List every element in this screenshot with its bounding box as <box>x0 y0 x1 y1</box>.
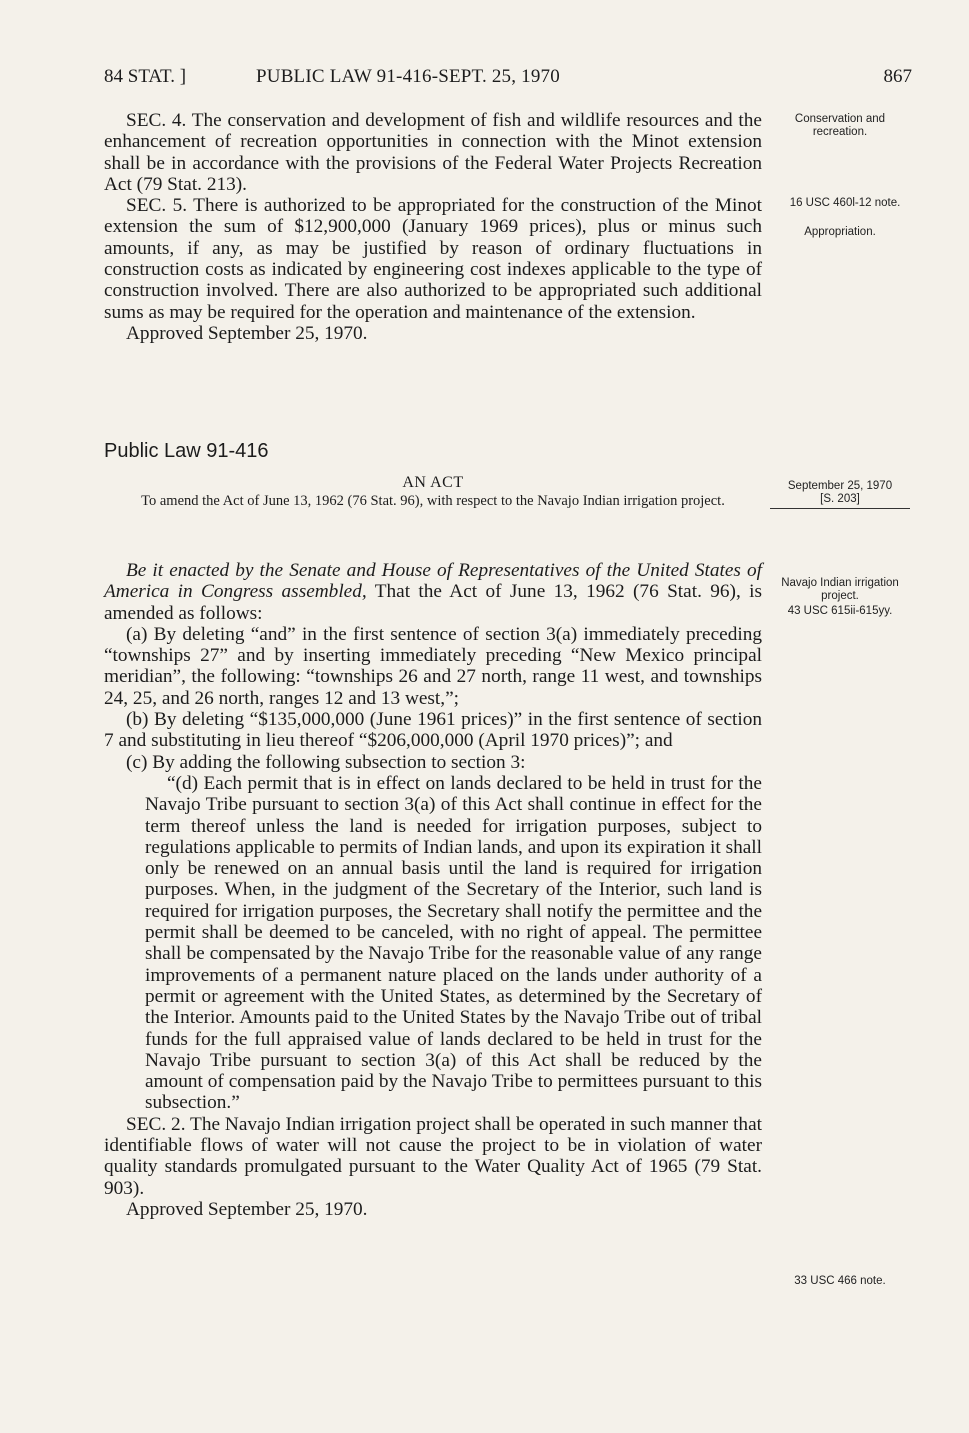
bill-number: [S. 203] <box>770 493 910 509</box>
section-5: SEC. 5. There is authorized to be appropriated for the construction of the Minot extension the sum of $12,900,000 (January 1969 prices), plus or minus such amounts, if any, as may be justified by reason of ordinary fluctuations in construction costs as indicated by engineering cost indexes applicable to the type of construction involved. There are also authorized to be appropriated such additional sums as may be required for the operation and maintenance of the extension. <box>104 195 762 323</box>
margin-note-navajo: Navajo Indian irrigation project. <box>781 577 899 602</box>
section-2: SEC. 2. The Navajo Indian irrigation project shall be operated in such manner that identifiable flows of water will not cause the project to be in violation of water quality standards promulgated pursuant to the Water Quality Act of 1965 (79 Stat. 903). <box>104 1113 762 1199</box>
paragraph-b: (b) By deleting “$135,000,000 (June 1961 prices)” in the first sentence of section 7 and substituting in lieu thereof “$206,000,000 (April 1970 prices)”; and <box>104 709 762 752</box>
act-text <box>104 560 762 1220</box>
margin-note-conservation: Conservation and recreation. <box>794 113 886 138</box>
margin-note-appropriation: Appropriation. <box>804 226 876 238</box>
law-title: Public Law 91-416 <box>104 440 269 462</box>
subsection-d: “(d) Each permit that is in effect on lands declared to be held in trust for the Navajo Tribe pursuant to section 3(a) of this Act shall continue in effect for the term thereof unless the land is needed for irrigation purposes, subject to regulations applicable to permits of Indian lands, and upon its expiration it shall only be renewed on an annual basis until the land is required for irrigation purposes. When, in the judgment of the Secretary of the Interior, such land is required for irrigation purposes, the Secretary shall notify the permittee and the permit shall be deemed to be canceled, with no right of appeal. The permittee shall be compensated by the Navajo Tribe for the reasonable value of any range improvements of a permanent nature placed on the lands under authority of a permit or agreement with the United States, as determined by the Secretary of the Interior. Amounts paid to the United States by the Navajo Tribe out of tribal funds for the full appraised value of lands declared to be held in trust for the Navajo Tribe pursuant to section 3(a) of this Act shall be reduced by the amount of compensation paid by the Navajo Tribe to permittees pursuant to this subsection.” <box>145 772 762 1114</box>
margin-note-usc-460: 16 USC 460l-12 note. <box>789 197 901 209</box>
paragraph-a: (a) By deleting “and” in the first sentence of section 3(a) immediately preceding “townships 27” and by inserting immediately preceding “New Mexico principal meridian”, the following: “townships 26 and 27 north, range 11 west, and townships 24, 25, and 26 north, ranges 12 and 13 west,”; <box>104 623 762 709</box>
paragraph-c: (c) By adding the following subsection to section 3: <box>126 751 526 773</box>
act-approval: Approved September 25, 1970. <box>126 1198 368 1220</box>
volume-citation: 84 STAT. ] <box>104 66 187 87</box>
margin-note-date <box>770 480 910 509</box>
an-act-heading: AN ACT <box>402 474 464 491</box>
prior-act-text <box>104 110 762 344</box>
section-4: SEC. 4. The conservation and development of fish and wildlife resources and the enhancement of recreation opportunities in connection with the Minot extension shall be in accordance with the provisions of the Federal Water Projects Recreation Act (79 Stat. 213). <box>104 110 762 195</box>
page-title: PUBLIC LAW 91-416-SEPT. 25, 1970 <box>256 66 560 87</box>
enacting-rest: That the Act of June 13, 1962 (76 Stat. 96), is amended as follows: <box>104 581 763 624</box>
prior-approval: Approved September 25, 1970. <box>126 322 368 344</box>
enacting-paragraph <box>104 560 762 624</box>
margin-note-usc-615: 43 USC 615ii-615yy. <box>787 605 893 617</box>
enactment-date: September 25, 1970 <box>787 480 893 492</box>
margin-note-usc-466: 33 USC 466 note. <box>794 1275 886 1287</box>
running-header <box>104 66 912 96</box>
act-purpose: To amend the Act of June 13, 1962 (76 Stat. 96), with respect to the Navajo Indian irrigation project. <box>141 493 725 509</box>
page-number: 867 <box>883 66 912 87</box>
enacting-clause: Be it enacted by the Senate and House of Representatives of the United States of America in Congress assembled, <box>104 560 762 603</box>
